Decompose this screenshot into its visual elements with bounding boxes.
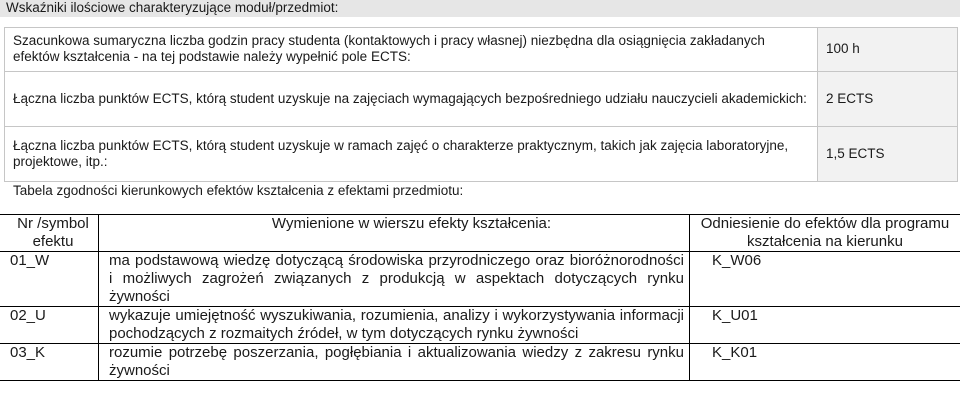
effect-description: wykazuje umiejętność wyszukiwania, rozumienia, analizy i wykorzystywania informacji pochodzących z rozmaitych źródeł, w tym dotyczących rynku żywności [99, 307, 690, 344]
ects-question: Łączna liczba punktów ECTS, którą student uzyskuje na zajęciach wymagających bezpośredniego udziału nauczycieli akademickich: [5, 71, 818, 126]
effects-table [0, 214, 960, 381]
ects-row-practical [5, 126, 958, 181]
ects-value: 2 ECTS [818, 71, 958, 126]
header-description: Wymienione w wierszu efekty kształcenia: [99, 215, 690, 252]
header-symbol: Nr /symbol efektu [0, 215, 99, 252]
effects-table-caption: Tabela zgodności kierunkowych efektów kształcenia z efektami przedmiotu: [13, 183, 464, 198]
ects-question: Łączna liczba punktów ECTS, którą student uzyskuje w ramach zajęć o charakterze praktycznym, takich jak zajęcia laboratoryjne, projektowe, itp.: [5, 126, 818, 181]
effects-header-row [0, 215, 960, 252]
table-row [0, 252, 960, 307]
ects-question: Szacunkowa sumaryczna liczba godzin pracy studenta (kontaktowych i pracy własnej) niezbędna dla osiągnięcia zakładanych efektów kształcenia - na tej podstawie należy wypełnić pole ECTS: [5, 28, 818, 72]
table-row [0, 307, 960, 344]
effect-description: ma podstawową wiedzę dotyczącą środowiska przyrodniczego oraz bioróżnorodności i możliwych zagrożeń związanych z produkcją w aspektach dotyczących rynku żywności [99, 252, 690, 307]
effect-symbol: 01_W [0, 252, 99, 307]
ects-value: 1,5 ECTS [818, 126, 958, 181]
section-header [0, 0, 960, 17]
section-title: Wskaźniki ilościowe charakteryzujące moduł/przedmiot: [6, 0, 339, 15]
effect-description: rozumie potrzebę poszerzania, pogłębiania i aktualizowania wiedzy z zakresu rynku żywności [99, 344, 690, 381]
ects-row-hours [5, 28, 958, 72]
header-reference: Odniesienie do efektów dla programu kształcenia na kierunku [690, 215, 960, 252]
effect-reference: K_W06 [690, 252, 960, 307]
effect-symbol: 02_U [0, 307, 99, 344]
table-row [0, 344, 960, 381]
effect-reference: K_K01 [690, 344, 960, 381]
ects-row-contact [5, 71, 958, 126]
effect-symbol: 03_K [0, 344, 99, 381]
ects-value: 100 h [818, 28, 958, 72]
ects-table [4, 27, 958, 182]
effect-reference: K_U01 [690, 307, 960, 344]
